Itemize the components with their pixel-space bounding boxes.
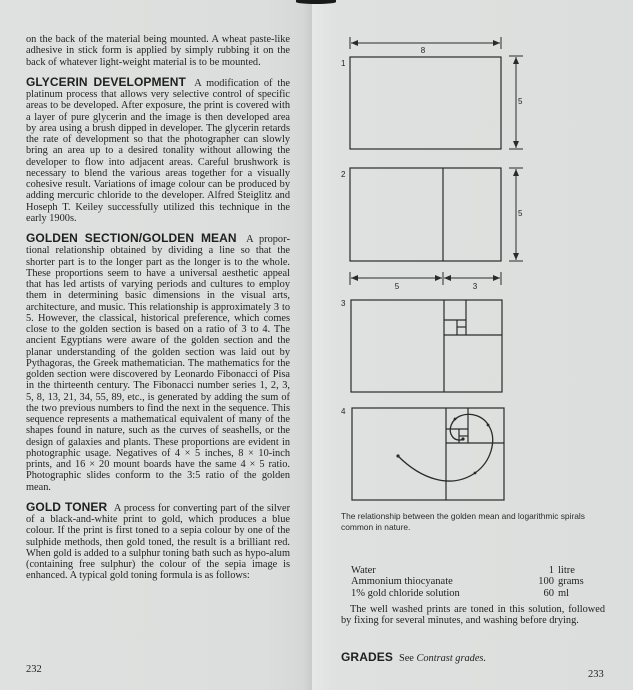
golden-rectangle	[351, 300, 502, 392]
formula-quantity: 60	[543, 587, 554, 599]
gold-toning-formula	[351, 565, 611, 599]
rectangle-8x5	[350, 57, 501, 149]
entry-body: A proportional relationship obtained by dividing a line so that the shorter part is to the longer part as the longer is to the whole. These proportions seem to have a universal aesthetic appeal that has led artists of varying periods and cultures to employ them in determining basic dimensions in the visual arts, architecture, and music. This relationship is approximately 3 to 5. However, the classical, historical preference, which comes close to the golden section is based on a ratio of 3 to 4. The ancient Egyptians were aware of the golden section and the planar understanding of the golden section was laid out by Pythagoras, the Greek mathematician. The mathematics for the golden section were discovered by Leonardo Fibonacci of Pisa in the thirteenth century. The Fibonacci number series 1, 2, 3, 5, 8, 13, 21, 34, 55, 89, etc., is generated by adding the sum of the two previous numbers to find the next in the sequence. This sequence represents a mathematical equivalent of many of the shapes found in nature, such as the curves of seashells, or the design of galaxies and plants. These proportions are evident in photographic usage. Negatives of 4 × 5 inches, 8 × 10-inch prints, and 16 × 20 mount boards have the same 4 × 5 ratio. Photographic slides conform to the 3:5 ratio of the golden mean.	[26, 234, 291, 493]
entry-grades	[341, 650, 486, 664]
diagram-label: 1	[341, 59, 346, 68]
formula-quantity: 100	[538, 576, 554, 588]
entry-heading: GOLD TONER	[26, 499, 108, 514]
entry-heading: GLYCERIN DEVELOPMENT	[26, 74, 186, 89]
formula-unit: ml	[558, 587, 570, 599]
page-number-left: 232	[26, 664, 42, 675]
formula-ingredient: Ammonium thiocyanate	[351, 576, 453, 588]
spiral-point	[396, 454, 399, 457]
cross-reference-link[interactable]: Contrast grades.	[416, 653, 487, 664]
spiral-point	[487, 424, 490, 427]
width-label: 8	[420, 46, 426, 55]
diagram-label: 3	[341, 299, 346, 308]
formula-row	[351, 565, 611, 576]
short-label: 3	[472, 282, 478, 291]
page-number-right: 233	[588, 669, 604, 680]
height-label: 5	[518, 97, 523, 106]
golden-rectangle	[352, 408, 504, 500]
formula-unit: grams	[558, 576, 584, 588]
entry-body: A process for converting part of the silver of a black-and-white print to gold, which produces a blue colour. If the print is first toned to a sepia colour by one of the sulphide methods, then gold toned, the result is a brilliant red. When gold is added to a sulphur toning bath such as hypo-alum (containing free sulphur) the colour of the sepia image is enhanced. A typical gold toning formula is as follows:	[26, 502, 291, 582]
formula-row	[351, 576, 611, 587]
diagram-1	[341, 37, 523, 149]
see-text: See	[398, 653, 414, 664]
logarithmic-spiral	[398, 414, 493, 481]
spiral-point	[474, 472, 477, 475]
height-label: 5	[518, 209, 523, 218]
entry-body: A modification of the platinum process that allows very selective control of specific areas to be developed. After exposure, the print is covered with a layer of pure glycerin and the image is then developed area by area using a brush dipped in developer. The glycerin retards the rate of development so that the photographer can slowly bring an area up to a desired tonality without allowing the developer to flow into adjacent areas. Careful brushwork is necessary to blend the various areas together for a visually cohesive result. Variations of image colour can be produced by adding mercuric chloride to the developer. Alfred Steiglitz and Hoseph T. Keiley successfully utilized this technique in the early 1900s.	[26, 77, 290, 224]
spiral-point	[461, 437, 464, 440]
continuation-text: on the back of the material being mounted. A wheat paste-like adhesive in stick form is applied by simply rubbing it on the back of whatever light-weight material is to be mounted.	[26, 34, 290, 68]
long-label: 5	[394, 282, 400, 291]
formula-row	[351, 588, 611, 599]
formula-ingredient: 1% gold chloride solution	[351, 587, 460, 599]
entry-heading: GRADES	[341, 650, 393, 664]
diagram-3	[341, 299, 502, 392]
formula-quantity: 1	[548, 565, 554, 576]
figure-caption: The relationship between the golden mean and logarithmic spirals common in nature.	[341, 511, 585, 532]
diagram-label: 2	[341, 170, 346, 179]
formula-unit: litre	[558, 565, 575, 576]
diagram-label: 4	[341, 407, 346, 416]
after-formula-text: The well washed prints are toned in this solution, followed by fixing for several minutes, and washing before drying.	[341, 604, 605, 627]
spiral-point	[454, 418, 457, 421]
rectangle-divided	[350, 168, 501, 261]
entry-heading: GOLDEN SECTION/GOLDEN MEAN	[26, 231, 237, 245]
diagram-2	[341, 168, 523, 291]
formula-ingredient: Water	[351, 565, 376, 576]
diagram-4	[341, 407, 504, 500]
